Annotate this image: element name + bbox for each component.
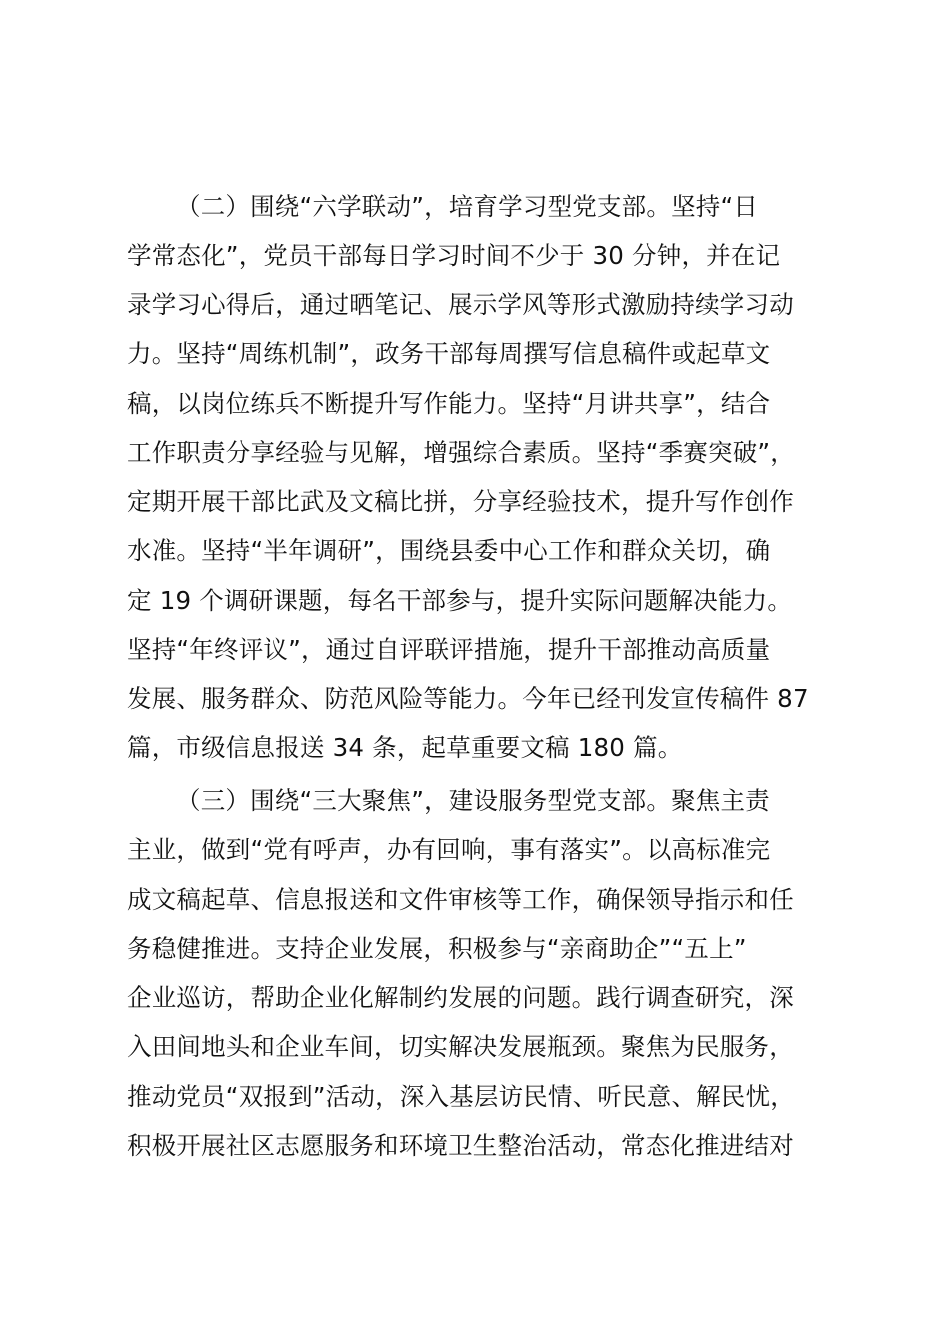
paragraph-3-line-4: 务稳健推进。支持企业发展，积极参与“亲商助企”“五上” xyxy=(127,934,747,963)
paragraph-2-line-4: 力。坚持“周练机制”，政务干部每周撰写信息稿件或起草文 xyxy=(127,339,771,368)
paragraph-2-line-11: 发展、服务群众、防范风险等能力。今年已经刊发宣传稿件 87 xyxy=(127,684,809,713)
paragraph-2-line-12: 篇，市级信息报送 34 条，起草重要文稿 180 篇。 xyxy=(127,733,683,762)
paragraph-2-line-10: 坚持“年终评议”，通过自评联评措施，提升干部推动高质量 xyxy=(127,635,771,664)
paragraph-2-line-8: 水准。坚持“半年调研”，围绕县委中心工作和群众关切，确 xyxy=(127,536,771,565)
paragraph-3-line-7: 推动党员“双报到”活动，深入基层访民情、听民意、解民忧， xyxy=(127,1082,795,1111)
paragraph-3-line-6: 入田间地头和企业车间，切实解决发展瓶颈。聚焦为民服务， xyxy=(127,1032,794,1061)
paragraph-2-line-1: （二）围绕“六学联动”，培育学习型党支部。坚持“日 xyxy=(176,192,759,221)
paragraph-2-line-3: 录学习心得后，通过晒笔记、展示学风等形式激励持续学习动 xyxy=(127,290,794,319)
paragraph-3-line-8: 积极开展社区志愿服务和环境卫生整治活动，常态化推进结对 xyxy=(127,1131,794,1160)
paragraph-3-line-1: （三）围绕“三大聚焦”，建设服务型党支部。聚焦主责 xyxy=(176,786,770,815)
paragraph-2-line-6: 工作职责分享经验与见解，增强综合素质。坚持“季赛突破”， xyxy=(127,438,795,467)
paragraph-2-line-9: 定 19 个调研课题，每名干部参与，提升实际问题解决能力。 xyxy=(127,586,793,615)
paragraph-3-line-5: 企业巡访，帮助企业化解制约发展的问题。践行调查研究，深 xyxy=(127,983,794,1012)
paragraph-2-line-5: 稿，以岗位练兵不断提升写作能力。坚持“月讲共享”，结合 xyxy=(127,389,771,418)
paragraph-3-line-2: 主业，做到“党有呼声，办有回响，事有落实”。以高标准完 xyxy=(127,835,771,864)
paragraph-3-line-3: 成文稿起草、信息报送和文件审核等工作，确保领导指示和任 xyxy=(127,885,794,914)
paragraph-2-line-2: 学常态化”，党员干部每日学习时间不少于 30 分钟，并在记 xyxy=(127,241,781,270)
paragraph-2-line-7: 定期开展干部比武及文稿比拼，分享经验技术，提升写作创作 xyxy=(127,487,794,516)
